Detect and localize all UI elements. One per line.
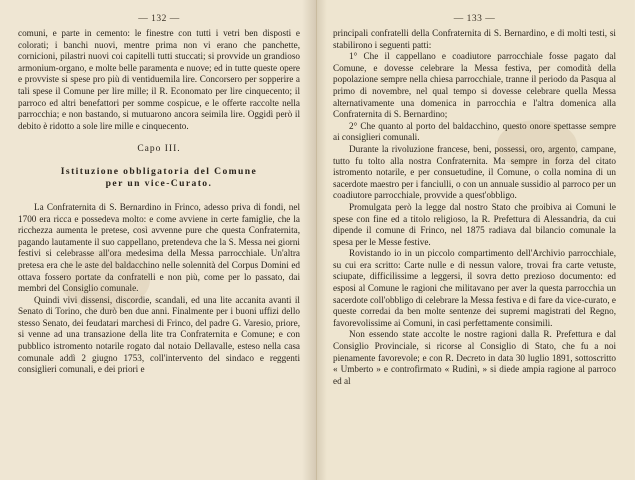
chapter-heading: Capo III. — [137, 144, 181, 155]
right-paragraph-top: principali confratelli della Confraternita di S. Bernardino, e di molti testi, si stabilirono i seguenti patti: — [333, 28, 616, 50]
right-item-1: 1° Che il cappellano e coadiutore parrocchiale fosse pagato dal Comune, e dovesse celebrare la Messa festiva, per comodità della popolazione sempre nella chiesa parrocchiale, tranne il periodo da Pasqua al primo di novembre, nel qual tempo si dovesse celebrare quella Messa alternativamente una domenica in parrocchia e l'altra domenica alla Confraternita di S. Bernardino; — [333, 51, 616, 120]
right-item-2: 2° Che quanto al porto del baldacchino, questo onore spettasse sempre ai consiglieri comunali. — [333, 120, 616, 143]
page-number-right: — 133 — — [453, 14, 496, 24]
gutter-shadow-right — [317, 0, 327, 480]
gutter-shadow-left — [302, 0, 316, 480]
page-number-left: — 132 — — [138, 14, 180, 24]
left-text-body — [18, 28, 300, 376]
right-text-body — [333, 28, 616, 387]
right-paragraph-4: Non essendo state accolte le nostre ragioni dalla R. Prefettura e dal Consiglio Provinciale, si ricorse al Consiglio di Stato, che fu a noi pienamente favorevole; e con R. Decreto in data 30 luglio 1891, sottoscritto « Umberto » e controfirmato « Rudinì, » si diede ampia ragione al parroco ed al — [333, 329, 616, 386]
paper-stain — [60, 250, 150, 310]
left-paragraph-top: comuni, e parte in cemento: le finestre con tutti i vetri ben disposti e colorati; i banchi nuovi, mentre prima non vi erano che panchette, cornicioni, pilastri nuovi coi capitelli tutti stuccati; si provvide un grandioso armonium-organo, e molte belle paramenta e nuove; ed in tutte queste opere e provviste si spese pro più di ventiduemila lire. Concorsero per sopperire a tali spese il Comune per lire mille; il R. Economato per lire cinquecento; il parroco ed altri benefattori per somme cospicue, e le offerte raccolte nella parrocchia; e non bastando, si mutuarono ancora seimila lire. Oggidì però il debito è ridotto a sole lire mille e cinquecento. — [18, 28, 300, 131]
paper-stain — [497, 120, 577, 170]
left-page — [0, 0, 317, 480]
left-paragraph-1: La Confraternita di S. Bernardino in Frinco, adesso priva di fondi, nel 1700 era ricca e possedeva molto: e come avviene in certe famiglie, che la ricchezza aumenta le pretese, così avvenne pure che questa Confraternita, pagando lautamente il suo cappellano, pretendeva che la S. Messa nei giorni festivi si celebrasse all'ora medesima della Messa parrocchiale. Un'altra pretesa era che le aste del baldacchino nelle solennità del Corpus Domini ed ottava fossero portate da confratelli e non più, come per lo passato, dai membri del Consiglio comunale. — [18, 201, 300, 294]
chapter-title-line-1: Istituzione obbligatoria del Comune — [60, 165, 258, 177]
chapter-title-line-2: per un vice-Curato. — [105, 177, 213, 189]
right-paragraph-1: Durante la rivoluzione francese, beni, possessi, oro, argento, campane, tutto fu tolto alla nostra Confraternita. Ma sempre in forza del citato istromento notarile, e per consuetudine, il Comune, o colla nomina di un sacerdote maestro per i fanciulli, o con un annuale sussidio al parroco per un coadiutore parrocchiale, provvide a quest'obbligo. — [333, 143, 616, 201]
right-paragraph-2: Promulgata però la legge dal nostro Stato che proibiva ai Comuni le spese con fine ed a titolo religioso, la R. Prefettura di Alessandria, da cui dipende il comune di Frinco, nel 1875 radiava dal bilancio comunale la spesa per le Messe festive. — [333, 201, 616, 247]
left-paragraph-2: Quindi vivi dissensi, discordie, scandali, ed una lite accanita avanti il Senato di Torino, che durò ben due anni. Finalmente per i buoni uffizi dello stesso Senato, dei feudatari marchesi di Frinco, del padre G. Varesio, priore, si venne ad una transazione della lite tra Confraternita e Comune; e con pubblico istromento notarile rogato dal notaio Dellavalle, esteso nella casa comunale addì 2 giugno 1753, coll'intervento del sindaco e reggenti consiglieri comunali, e dei priori e — [18, 294, 300, 375]
right-page — [317, 0, 634, 480]
chapter-title — [18, 166, 300, 190]
right-paragraph-3: Rovistando io in un piccolo compartimento dell'Archivio parrocchiale, su cui era scritto: Carte nulle e di nessun valore, trovai fra carte vetuste, sciupate, difficilissime a leggersi, il sovra detto prezioso documento: ed esposi al Comune le ragioni che militavano per aver la questa parrocchia un sacerdote coll'obbligo di celebrare la Messa festiva e di fare da vice-curato, e queste corredai da ben molte sentenze dei supremi magistrati del Regno, favorevolissime ai Comuni, in casi perfettamente consimili. — [333, 248, 617, 328]
